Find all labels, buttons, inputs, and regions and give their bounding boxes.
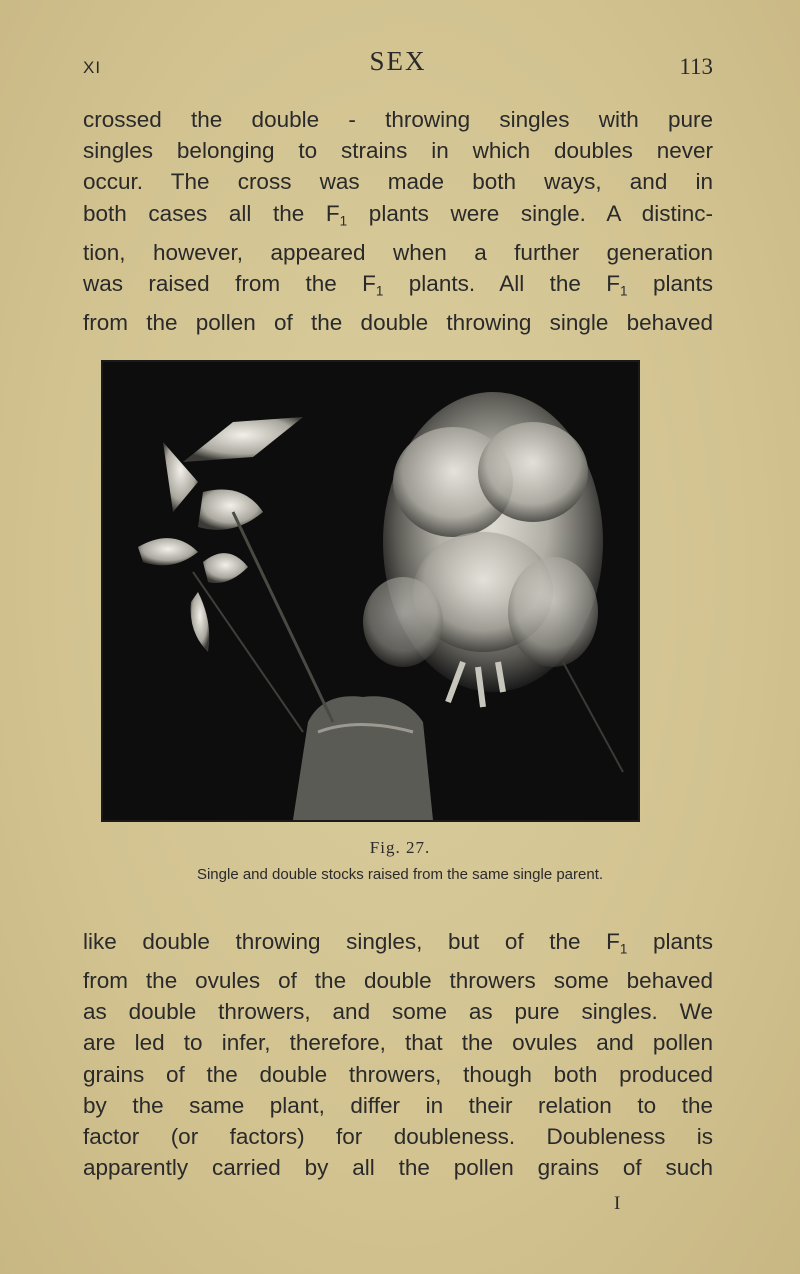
- subscript: 1: [620, 283, 628, 299]
- figure-caption: Single and double stocks raised from the same single parent.: [196, 866, 604, 883]
- running-head: [83, 46, 713, 86]
- text-line: from the ovules of the double throwers some behaved: [83, 967, 713, 993]
- text-line: crossed the double - throwing singles with pure: [83, 107, 713, 132]
- text-line: occur. The cross was made both ways, and in: [83, 169, 713, 195]
- paragraph-bottom: [83, 926, 713, 1183]
- text-line: like double throwing singles, but of the $F_1$ plants: [83, 929, 714, 957]
- figure-label: Fig. 27.: [369, 838, 431, 857]
- page-number: 113: [679, 54, 713, 79]
- text-line: factor (or factors) for doubleness. Doubleness is: [83, 1123, 713, 1149]
- text-line: tion, however, appeared when a further generation: [83, 239, 713, 265]
- subscript: 1: [619, 941, 628, 957]
- figure-photograph: [103, 362, 638, 820]
- text-line: singles belonging to strains in which doubles never: [83, 138, 713, 164]
- text-line: was raised from the $F_1$ plants. All the $F_1$ plants: [83, 270, 713, 299]
- chapter-number: XI: [83, 58, 102, 77]
- text-line: as double throwers, and some as pure singles. We: [83, 999, 713, 1025]
- text-line: by the same plant, differ in their relation to the: [83, 1092, 713, 1118]
- text-line: apparently carried by all the pollen grains of such: [83, 1155, 713, 1181]
- running-title: SEX: [369, 46, 427, 76]
- subscript: 1: [375, 283, 384, 299]
- text-line: from the pollen of the double throwing single behaved: [83, 309, 713, 335]
- signature-mark: I: [614, 1193, 621, 1214]
- text-line: are led to infer, therefore, that the ovules and pollen: [83, 1030, 713, 1056]
- subscript: 1: [339, 213, 348, 229]
- text-line: both cases all the $F_1$ plants were single. A distinc-: [83, 200, 713, 229]
- text-line: grains of the double throwers, though both produced: [83, 1061, 713, 1087]
- flower-photo-icon: [103, 362, 638, 820]
- paragraph-top: [83, 104, 713, 338]
